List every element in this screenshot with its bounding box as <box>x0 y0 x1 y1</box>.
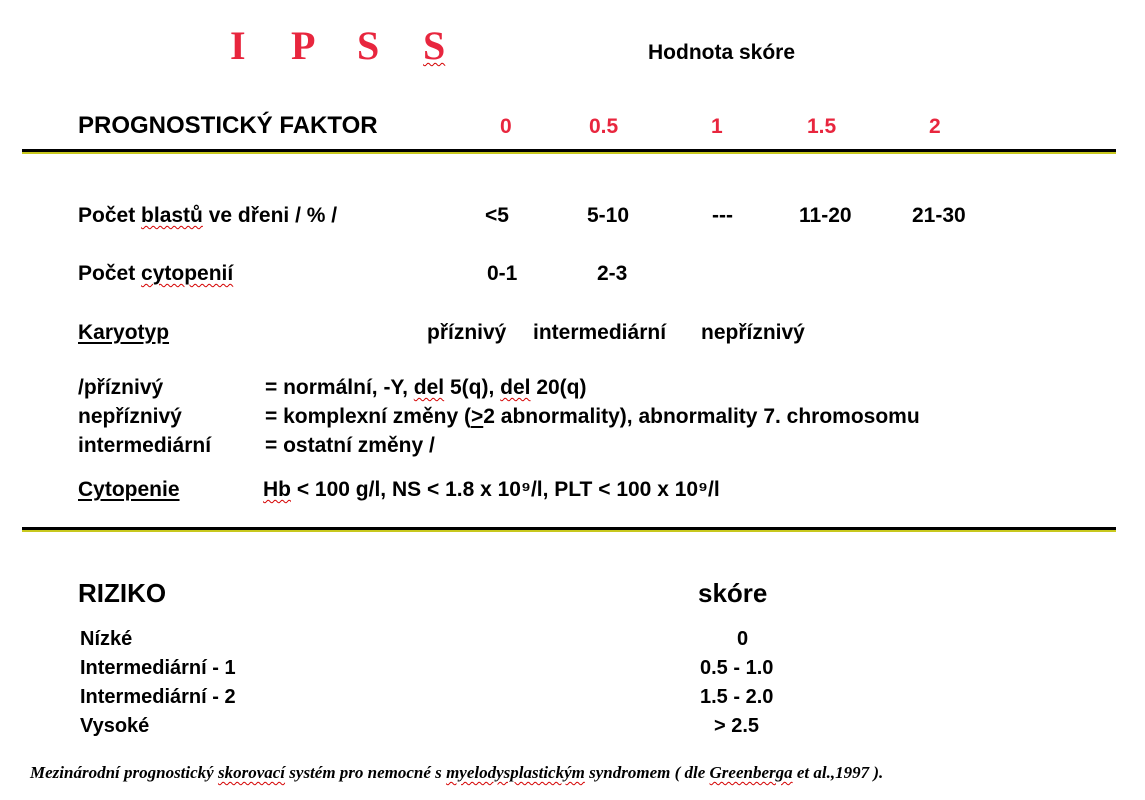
score-heading: Hodnota skóre <box>648 41 796 64</box>
blasts-label: Počet blastů ve dřeni / % / <box>78 204 338 227</box>
title-letter-s2: S <box>423 23 446 68</box>
risk-row-label: Nízké <box>80 628 133 650</box>
risk-heading: RIZIKO <box>78 578 167 608</box>
karyotype-intermediate: intermediární <box>533 321 667 344</box>
cytopenias-value-0: 0-1 <box>487 262 518 285</box>
risk-row-score: 0.5 - 1.0 <box>700 657 774 679</box>
factor-score-1-5: 1.5 <box>807 115 837 138</box>
blasts-value-2: 21-30 <box>912 204 966 227</box>
risk-row-label: Intermediární - 1 <box>80 657 236 679</box>
def-favorable-text: = normální, -Y, del 5(q), del 20(q) <box>265 376 587 399</box>
risk-row-score: 0 <box>737 628 749 650</box>
risk-row-score: 1.5 - 2.0 <box>700 686 774 708</box>
def-favorable-term: /příznivý <box>78 376 164 399</box>
footnote: Mezinárodní prognostický skorovací systém pro nemocné s myelodysplastickým syndromem ( dle Greenberga et al.,1997 ). <box>30 763 884 782</box>
def-intermediate-term: intermediární <box>78 434 212 457</box>
karyotype-label: Karyotyp <box>78 321 170 344</box>
cytopenias-label: Počet cytopenií <box>78 262 234 285</box>
factor-score-0-5: 0.5 <box>589 115 619 138</box>
blasts-value-0: <5 <box>485 204 509 227</box>
blasts-value-1-5: 11-20 <box>799 204 852 227</box>
factor-score-1: 1 <box>711 115 723 138</box>
karyotype-unfavorable: nepříznivý <box>701 321 805 344</box>
risk-row-label: Intermediární - 2 <box>80 686 236 708</box>
section-divider <box>22 527 1116 532</box>
risk-score-heading: skóre <box>698 578 768 608</box>
factor-score-0: 0 <box>500 115 512 138</box>
cytopenias-value-0-5: 2-3 <box>597 262 628 285</box>
risk-row-label: Vysoké <box>80 715 150 737</box>
blasts-value-1: --- <box>712 204 733 227</box>
factor-score-2: 2 <box>929 115 941 138</box>
blasts-value-0-5: 5-10 <box>587 204 630 227</box>
cytopenia-def-text: Hb < 100 g/l, NS < 1.8 x 10⁹/l, PLT < 100 x 10⁹/l <box>263 478 720 501</box>
risk-row-score: > 2.5 <box>714 715 760 737</box>
cytopenia-def-label: Cytopenie <box>78 478 180 501</box>
title-letter-s1: S <box>357 23 380 68</box>
def-unfavorable-text: = komplexní změny (>2 abnormality), abnormality 7. chromosomu <box>265 405 920 428</box>
karyotype-favorable: příznivý <box>427 321 507 344</box>
title-letter-i: I <box>230 23 246 68</box>
title-letter-p: P <box>291 23 316 68</box>
def-unfavorable-term: nepříznivý <box>78 405 182 428</box>
header-divider <box>22 149 1116 154</box>
factor-header-label: PROGNOSTICKÝ FAKTOR <box>78 112 378 139</box>
def-intermediate-text: = ostatní změny / <box>265 434 435 457</box>
